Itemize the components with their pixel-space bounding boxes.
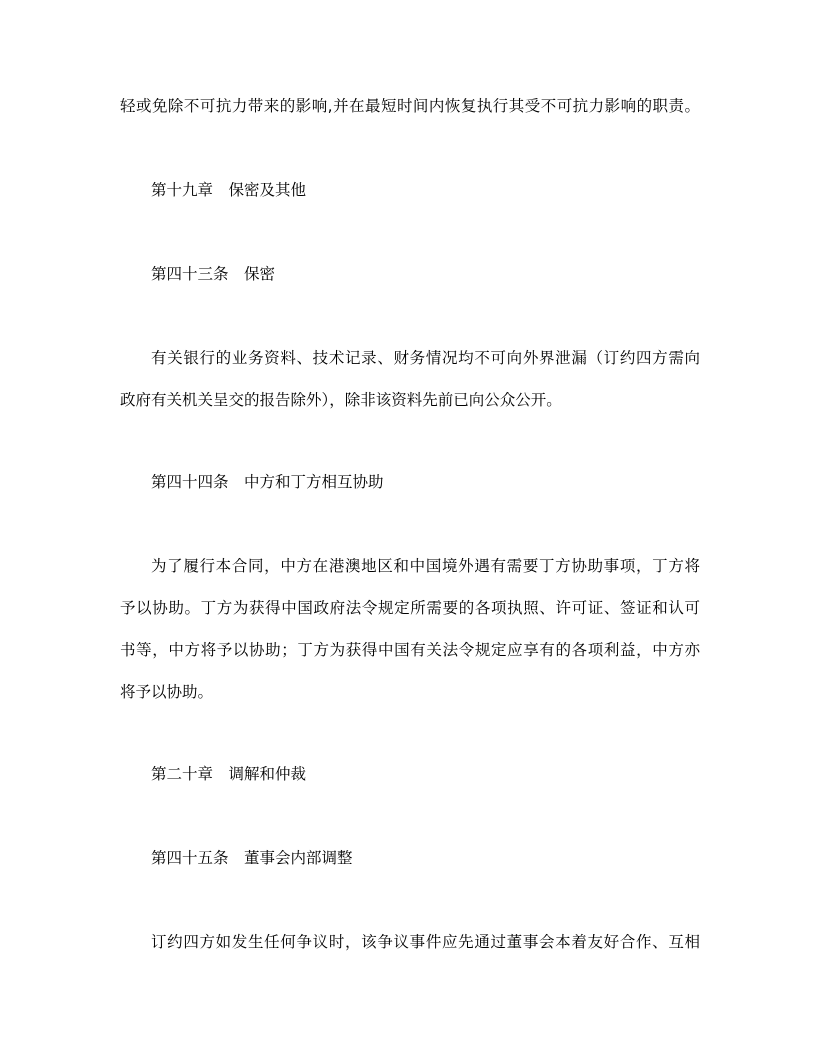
- article-44-line-3: 书等，中方将予以协助；丁方为获得中国有关法令规定应享有的各项利益，中方亦: [120, 641, 700, 659]
- article-44-line-1: 为了履行本合同，中方在港澳地区和中国境外遇有需要丁方协助事项，丁方将: [151, 557, 700, 575]
- article-44-heading: 第四十四条 中方和丁方相互协助: [151, 473, 384, 491]
- article-45-line-1: 订约四方如发生任何争议时，该争议事件应先通过董事会本着友好合作、互相: [151, 933, 700, 951]
- article-44-line-2: 予以协助。丁方为获得中国政府法令规定所需要的各项执照、许可证、签证和认可: [120, 599, 700, 617]
- article-44-line-4: 将予以协助。: [120, 683, 214, 701]
- article-43-line-2: 政府有关机关呈交的报告除外），除非该资料先前已向公众公开。: [120, 391, 562, 409]
- article-43-line-1: 有关银行的业务资料、技术记录、财务情况均不可向外界泄漏（订约四方需向: [151, 349, 700, 367]
- chapter-19-heading: 第十九章 保密及其他: [151, 181, 307, 199]
- article-43-heading: 第四十三条 保密: [151, 265, 276, 283]
- article-45-heading: 第四十五条 董事会内部调整: [151, 849, 353, 867]
- continuation-line: 轻或免除不可抗力带来的影响,并在最短时间内恢复执行其受不可抗力影响的职责。: [120, 97, 700, 115]
- chapter-20-heading: 第二十章 调解和仲裁: [151, 765, 307, 783]
